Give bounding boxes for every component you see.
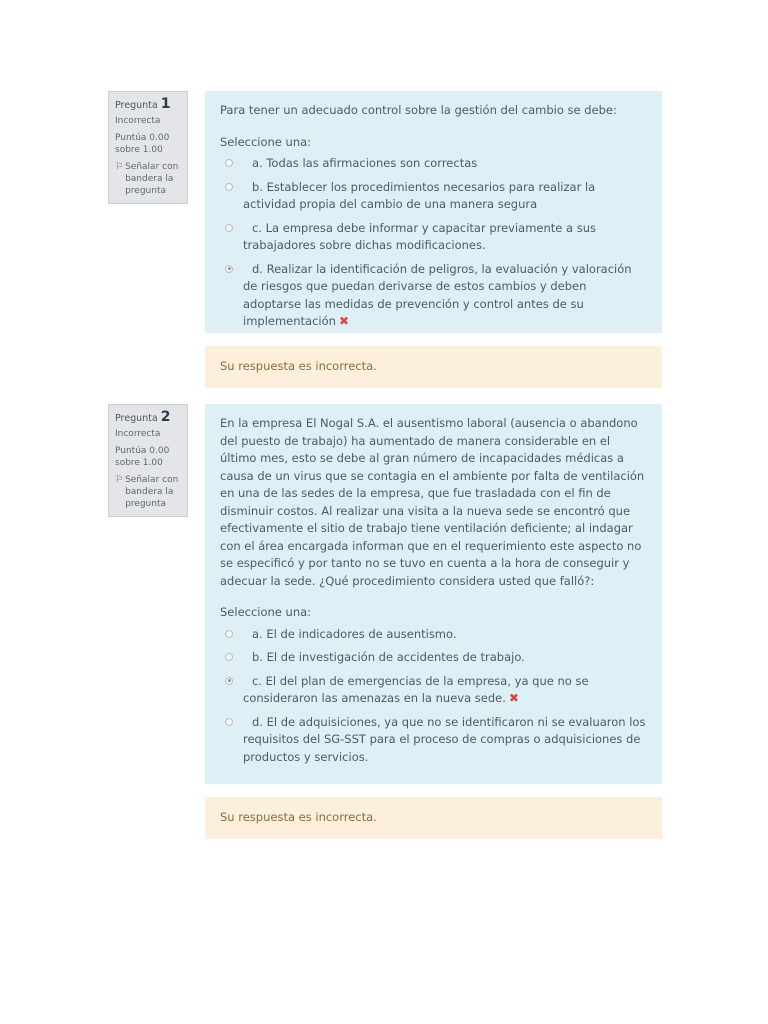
question-label: Pregunta [115,413,158,424]
answer-option-label: d. El de adquisiciones, ya que no se identificaron ni se evaluaron los requisitos del SG-SST para el proceso de compras o adquisiciones de productos y servicios. [243,714,646,764]
radio-option-b[interactable] [225,653,233,661]
question-text: En la empresa El Nogal S.A. el ausentismo laboral (ausencia o abandono del puesto de trabajo) ha aumentado de manera considerable en el último mes, esto se debe al gran número de incapacidades médicas a causa de un virus que se contagia en el ambiente por falta de ventilación en una de las sedes de la empresa, que fue trasladada con el fin de disminuir costos. Al realizar una visita a la nueva sede se encontró que efectivamente el sitio de trabajo tiene ventilación deficiente; al indagar con el área encargada informan que en el requerimiento este aspecto no se especificó y por tanto no se tuvo en cuenta a la hora de conseguir y adecuar la sede. ¿Qué procedimiento considera usted que falló?: [220,416,645,588]
question-info-1 [108,91,188,204]
flag-question-link[interactable] [115,474,182,510]
answer-option-label: c. La empresa debe informar y capacitar previamente a sus trabajadores sobre dichas modificaciones. [243,220,597,252]
flag-question-link[interactable] [115,161,182,197]
answer-option-label: d. Realizar la identificación de peligros, la evaluación y valoración de riesgos que puedan derivarse de estos cambios y deben adoptarse las medidas de prevención y control antes de su implementación [243,261,632,328]
flag-question-label: Señalar con bandera la pregunta [125,475,179,509]
flag-icon: ⚐ [115,475,124,485]
feedback-text: Su respuesta es incorrecta. [220,810,377,824]
radio-option-c[interactable] [225,224,233,232]
answer-prompt: Seleccione una: [220,605,312,619]
radio-option-a[interactable] [225,630,233,638]
feedback-box-1 [205,346,662,388]
answer-options [220,626,648,767]
answer-option-a[interactable] [220,155,648,173]
answer-option-label: c. El del plan de emergencias de la empresa, ya que no se consideraron las amenazas en la nueva sede. [243,673,589,705]
answer-option-label: b. El de investigación de accidentes de trabajo. [252,650,525,664]
feedback-box-2 [205,797,662,839]
question-number-row [115,98,182,112]
question-content-1 [205,91,662,333]
answer-option-label: a. El de indicadores de ausentismo. [252,626,457,641]
answer-options [220,155,648,331]
question-grade: Puntúa 0.00 sobre 1.00 [115,133,170,155]
question-label: Pregunta [115,100,158,111]
answer-option-label-wrap [234,261,648,331]
radio-option-b[interactable] [225,183,233,191]
answer-option-c[interactable] [220,673,648,708]
feedback-text: Su respuesta es incorrecta. [220,359,377,373]
question-content-2 [205,404,662,784]
question-number: 1 [160,96,171,112]
question-state: Incorrecta [115,116,161,126]
question-state: Incorrecta [115,429,161,439]
answer-option-b[interactable] [220,179,648,214]
radio-option-d[interactable] [225,718,233,726]
answer-option-d[interactable] [220,714,648,767]
radio-option-c[interactable] [225,677,233,685]
question-number-row [115,411,182,425]
flag-icon: ⚐ [115,162,124,172]
radio-option-a[interactable] [225,159,233,167]
answer-option-c[interactable] [220,220,648,255]
question-grade: Puntúa 0.00 sobre 1.00 [115,446,170,468]
answer-option-label: a. Todas las afirmaciones son correctas [252,156,478,170]
answer-option-label-wrap [234,673,648,708]
answer-prompt: Seleccione una: [220,134,312,149]
answer-option-a[interactable] [220,626,648,644]
flag-question-label: Señalar con bandera la pregunta [125,162,179,196]
cross-icon: ✖ [508,691,519,705]
answer-option-d[interactable] [220,261,648,331]
cross-icon: ✖ [338,314,349,328]
question-info-2 [108,404,188,517]
radio-option-d[interactable] [225,265,233,273]
answer-option-b[interactable] [220,649,648,667]
question-number: 2 [160,409,171,425]
answer-option-label: b. Establecer los procedimientos necesarios para realizar la actividad propia del cambio de una manera segura [243,179,596,211]
question-text: Para tener un adecuado control sobre la gestión del cambio se debe: [220,103,617,117]
